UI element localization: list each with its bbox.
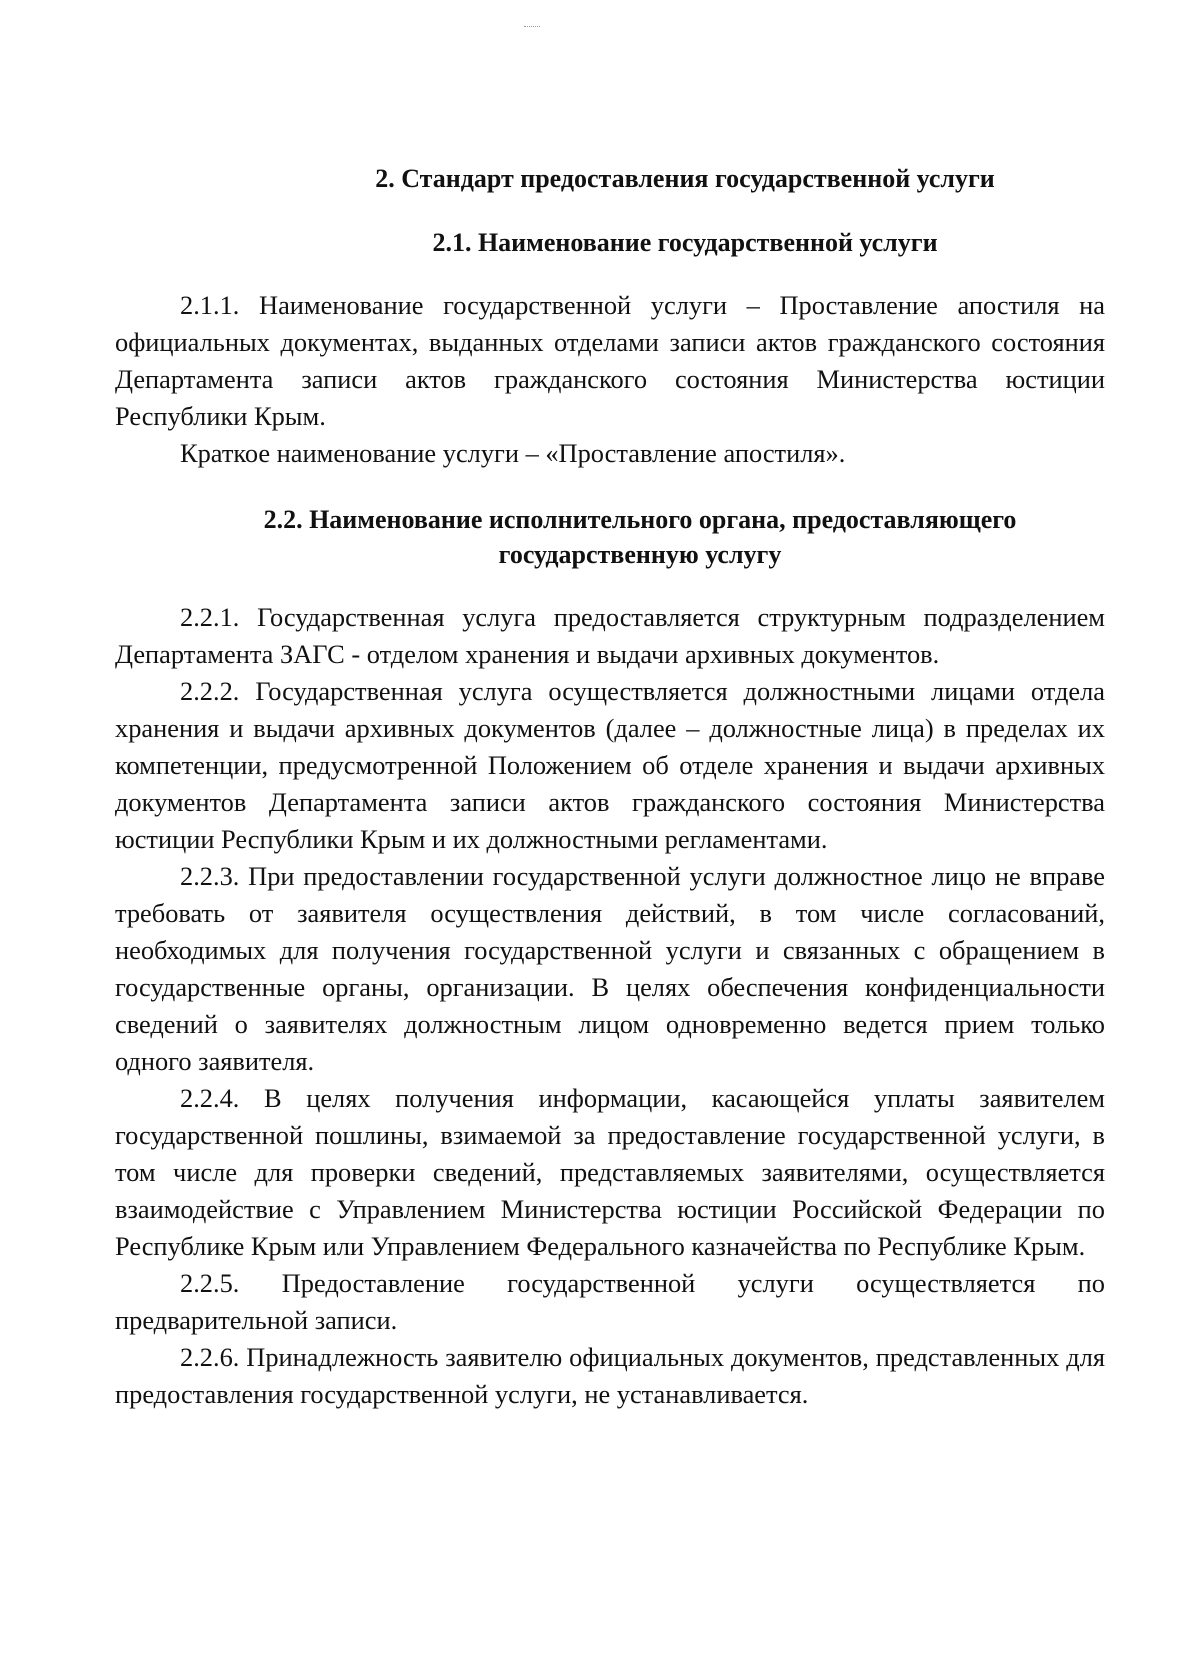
paragraph-2-2-5: 2.2.5. Предоставление государственной услуги осуществляется по предварительной записи. bbox=[115, 1268, 1105, 1335]
paragraph-2-2-4: 2.2.4. В целях получения информации, касающейся уплаты заявителем государственной пошлины, взимаемой за предоставление государственной услуги, в том числе для проверки сведений, представляемых заявителями, осуществляется взаимодействие с Управлением Министерства юстиции Российской Федерации по Республике Крым или Управлением Федерального казначейства по Республике Крым. bbox=[115, 1083, 1105, 1261]
paragraph-2-2-1: 2.2.1. Государственная услуга предоставляется структурным подразделением Департамента ЗАГС - отделом хранения и выдачи архивных документов. bbox=[115, 602, 1105, 669]
paragraph-short-name: Краткое наименование услуги – «Проставление апостиля». bbox=[180, 438, 846, 468]
paragraph-2-2-2: 2.2.2. Государственная услуга осуществляется должностными лицами отдела хранения и выдачи архивных документов (далее – должностные лица) в пределах их компетенции, предусмотренной Положением об отделе хранения и выдачи архивных документов Департамента записи актов гражданского состояния Министерства юстиции Республики Крым и их должностными регламентами. bbox=[115, 676, 1105, 854]
paragraph-2-2-6: 2.2.6. Принадлежность заявителю официальных документов, представленных для предоставления государственной услуги, не устанавливается. bbox=[115, 1342, 1105, 1409]
scan-mark bbox=[524, 26, 540, 30]
paragraph-2-2-3: 2.2.3. При предоставлении государственной услуги должностное лицо не вправе требовать от заявителя осуществления действий, в том числе согласований, необходимых для получения государственной услуги и связанных с обращением в государственные органы, организации. В целях обеспечения конфиденциальности сведений о заявителях должностным лицом одновременно ведется прием только одного заявителя. bbox=[115, 861, 1105, 1076]
paragraph-2-1-1: 2.1.1. Наименование государственной услуги – Проставление апостиля на официальных документах, выданных отделами записи актов гражданского состояния Департамента записи актов гражданского состояния Министерства юстиции Республики Крым. bbox=[115, 290, 1105, 431]
section-heading: 2. Стандарт предоставления государственной услуги bbox=[375, 164, 995, 193]
subsection-heading-2-1: 2.1. Наименование государственной услуги bbox=[432, 228, 938, 257]
subsection-heading-2-2: 2.2. Наименование исполнительного органа, предоставляющего государственную услугу bbox=[263, 505, 1017, 569]
document-body bbox=[115, 160, 1105, 1413]
